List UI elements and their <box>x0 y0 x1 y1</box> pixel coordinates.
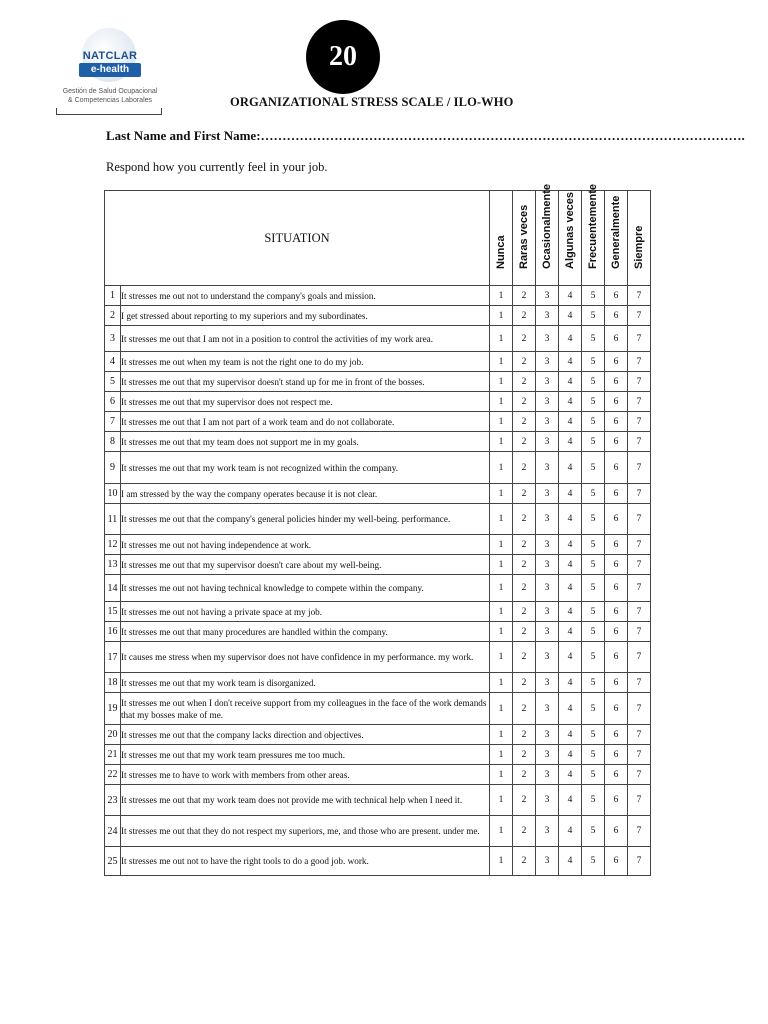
score-option[interactable]: 6 <box>605 326 628 352</box>
item-text: It stresses me out that my work team is disorganized. <box>121 673 490 693</box>
score-option[interactable]: 6 <box>605 673 628 693</box>
score-option[interactable]: 5 <box>582 622 605 642</box>
item-text: It stresses me out that many procedures are handled within the company. <box>121 622 490 642</box>
score-option[interactable]: 6 <box>605 392 628 412</box>
table-row <box>105 306 651 326</box>
score-option[interactable]: 1 <box>490 452 513 484</box>
scale-header-5 <box>582 184 605 286</box>
item-text: It stresses me out not having independence at work. <box>121 535 490 555</box>
score-option[interactable]: 2 <box>513 535 536 555</box>
scale-label: Generalmente <box>610 195 622 269</box>
score-option[interactable]: 1 <box>490 555 513 575</box>
item-text: It stresses me out not having technical knowledge to compete within the company. <box>121 575 490 602</box>
score-option[interactable]: 7 <box>628 602 651 622</box>
score-option[interactable]: 6 <box>605 286 628 306</box>
score-option[interactable]: 1 <box>490 816 513 847</box>
item-number: 5 <box>105 372 121 392</box>
score-option[interactable]: 2 <box>513 693 536 725</box>
score-option[interactable]: 3 <box>536 372 559 392</box>
item-text: It stresses me out that my supervisor doesn't care about my well-being. <box>121 555 490 575</box>
item-number: 3 <box>105 326 121 352</box>
score-option[interactable]: 5 <box>582 326 605 352</box>
score-option[interactable]: 3 <box>536 432 559 452</box>
score-option[interactable]: 2 <box>513 673 536 693</box>
score-option[interactable]: 4 <box>559 392 582 412</box>
score-option[interactable]: 5 <box>582 432 605 452</box>
score-option[interactable]: 5 <box>582 642 605 673</box>
score-option[interactable]: 4 <box>559 555 582 575</box>
score-option[interactable]: 6 <box>605 555 628 575</box>
item-text: It stresses me out not to understand the company's goals and mission. <box>121 286 490 306</box>
score-option[interactable]: 4 <box>559 847 582 876</box>
score-option[interactable]: 1 <box>490 535 513 555</box>
score-option[interactable]: 2 <box>513 555 536 575</box>
item-number: 4 <box>105 352 121 372</box>
score-option[interactable]: 1 <box>490 484 513 504</box>
score-option[interactable]: 5 <box>582 785 605 816</box>
scale-header-7 <box>628 191 651 286</box>
item-number: 23 <box>105 785 121 816</box>
table-row <box>105 352 651 372</box>
score-option[interactable]: 2 <box>513 504 536 535</box>
table-row <box>105 725 651 745</box>
situation-header: SITUATION <box>105 191 490 286</box>
score-option[interactable]: 6 <box>605 504 628 535</box>
score-option[interactable]: 2 <box>513 816 536 847</box>
score-option[interactable]: 5 <box>582 555 605 575</box>
item-text: It stresses me out that my work team does not provide me with technical help when I need it. <box>121 785 490 816</box>
page-title: ORGANIZATIONAL STRESS SCALE / ILO-WHO <box>230 95 514 109</box>
item-number: 16 <box>105 622 121 642</box>
scale-label: Algunas veces <box>564 191 576 269</box>
score-option[interactable]: 5 <box>582 816 605 847</box>
score-option[interactable]: 3 <box>536 484 559 504</box>
score-option[interactable]: 6 <box>605 535 628 555</box>
table-row <box>105 452 651 484</box>
score-option[interactable]: 6 <box>605 847 628 876</box>
item-number: 10 <box>105 484 121 504</box>
item-text: It causes me stress when my supervisor does not have confidence in my performance. my work. <box>121 642 490 673</box>
stress-scale-table <box>104 184 651 876</box>
score-option[interactable]: 3 <box>536 286 559 306</box>
name-field-label[interactable]: Last Name and First Name:…………………………………………………………………………………………………. <box>106 128 745 143</box>
score-option[interactable]: 6 <box>605 575 628 602</box>
item-number: 15 <box>105 602 121 622</box>
score-option[interactable]: 7 <box>628 504 651 535</box>
score-option[interactable]: 5 <box>582 412 605 432</box>
score-option[interactable]: 7 <box>628 765 651 785</box>
score-option[interactable]: 3 <box>536 535 559 555</box>
item-number: 8 <box>105 432 121 452</box>
score-option[interactable]: 2 <box>513 765 536 785</box>
logo-product-text: e-health <box>79 63 141 77</box>
score-option[interactable]: 3 <box>536 306 559 326</box>
score-option[interactable]: 2 <box>513 785 536 816</box>
score-option[interactable]: 7 <box>628 535 651 555</box>
score-option[interactable]: 5 <box>582 847 605 876</box>
score-option[interactable]: 3 <box>536 847 559 876</box>
item-number: 9 <box>105 452 121 484</box>
table-row <box>105 326 651 352</box>
table-row <box>105 535 651 555</box>
score-option[interactable]: 2 <box>513 432 536 452</box>
item-number: 7 <box>105 412 121 432</box>
score-option[interactable]: 3 <box>536 673 559 693</box>
instructions: Respond how you currently feel in your job. <box>106 160 328 174</box>
score-option[interactable]: 6 <box>605 642 628 673</box>
score-option[interactable]: 7 <box>628 484 651 504</box>
table-row <box>105 504 651 535</box>
scale-label: Ocasionalmente <box>541 184 553 269</box>
score-option[interactable]: 3 <box>536 352 559 372</box>
score-option[interactable]: 1 <box>490 575 513 602</box>
logo-tagline-2: & Competencias Laborales <box>67 97 153 104</box>
score-option[interactable]: 7 <box>628 575 651 602</box>
scale-label: Nunca <box>495 235 507 269</box>
logo-bracket <box>56 108 162 115</box>
score-option[interactable]: 7 <box>628 372 651 392</box>
scale-label: Siempre <box>633 225 645 269</box>
score-option[interactable]: 3 <box>536 326 559 352</box>
score-option[interactable]: 5 <box>582 745 605 765</box>
table-row <box>105 372 651 392</box>
item-text: It stresses me out when my team is not the right one to do my job. <box>121 352 490 372</box>
logo-tagline-1: Gestión de Salud Ocupacional <box>62 88 158 95</box>
score-option[interactable]: 5 <box>582 372 605 392</box>
item-number: 6 <box>105 392 121 412</box>
score-option[interactable]: 1 <box>490 602 513 622</box>
score-option[interactable]: 2 <box>513 725 536 745</box>
score-option[interactable]: 4 <box>559 622 582 642</box>
item-text: It stresses me out that my work team is not recognized within the company. <box>121 452 490 484</box>
score-option[interactable]: 7 <box>628 816 651 847</box>
score-option[interactable]: 4 <box>559 602 582 622</box>
item-text: It stresses me out not to have the right tools to do a good job. work. <box>121 847 490 876</box>
item-number: 13 <box>105 555 121 575</box>
score-option[interactable]: 4 <box>559 306 582 326</box>
score-option[interactable]: 2 <box>513 306 536 326</box>
score-option[interactable]: 4 <box>559 785 582 816</box>
scale-header-4 <box>559 191 582 286</box>
item-text: I am stressed by the way the company operates because it is not clear. <box>121 484 490 504</box>
company-logo <box>56 28 160 114</box>
score-option[interactable]: 3 <box>536 642 559 673</box>
score-option[interactable]: 4 <box>559 372 582 392</box>
item-text: It stresses me out that my supervisor does not respect me. <box>121 392 490 412</box>
score-option[interactable]: 3 <box>536 622 559 642</box>
score-option[interactable]: 2 <box>513 286 536 306</box>
score-option[interactable]: 7 <box>628 352 651 372</box>
score-option[interactable]: 3 <box>536 745 559 765</box>
score-option[interactable]: 7 <box>628 452 651 484</box>
score-option[interactable]: 5 <box>582 693 605 725</box>
score-option[interactable]: 4 <box>559 352 582 372</box>
table-row <box>105 785 651 816</box>
score-option[interactable]: 1 <box>490 725 513 745</box>
score-option[interactable]: 4 <box>559 412 582 432</box>
item-number: 20 <box>105 725 121 745</box>
score-option[interactable]: 6 <box>605 372 628 392</box>
score-option[interactable]: 3 <box>536 392 559 412</box>
score-option[interactable]: 6 <box>605 412 628 432</box>
score-option[interactable]: 1 <box>490 432 513 452</box>
score-option[interactable]: 5 <box>582 765 605 785</box>
table-row <box>105 286 651 306</box>
item-number: 24 <box>105 816 121 847</box>
item-text: I get stressed about reporting to my superiors and my subordinates. <box>121 306 490 326</box>
score-option[interactable]: 6 <box>605 725 628 745</box>
item-number: 12 <box>105 535 121 555</box>
score-option[interactable]: 1 <box>490 622 513 642</box>
score-option[interactable]: 6 <box>605 745 628 765</box>
score-option[interactable]: 3 <box>536 602 559 622</box>
scale-label: Raras veces <box>518 204 530 269</box>
score-option[interactable]: 4 <box>559 452 582 484</box>
score-option[interactable]: 5 <box>582 484 605 504</box>
item-number: 21 <box>105 745 121 765</box>
score-option[interactable]: 7 <box>628 432 651 452</box>
score-option[interactable]: 5 <box>582 725 605 745</box>
table-body <box>105 286 651 876</box>
score-option[interactable]: 5 <box>582 306 605 326</box>
score-option[interactable]: 7 <box>628 693 651 725</box>
item-number: 19 <box>105 693 121 725</box>
score-option[interactable]: 6 <box>605 484 628 504</box>
table-row <box>105 432 651 452</box>
form-number-badge: 20 <box>306 20 380 94</box>
scale-header-1 <box>490 191 513 286</box>
score-option[interactable]: 4 <box>559 673 582 693</box>
table-row <box>105 412 651 432</box>
score-option[interactable]: 6 <box>605 785 628 816</box>
score-option[interactable]: 6 <box>605 765 628 785</box>
scale-header-6 <box>605 191 628 286</box>
score-option[interactable]: 4 <box>559 816 582 847</box>
table-row <box>105 693 651 725</box>
score-option[interactable]: 2 <box>513 602 536 622</box>
score-option[interactable]: 2 <box>513 452 536 484</box>
score-option[interactable]: 7 <box>628 847 651 876</box>
score-option[interactable]: 1 <box>490 673 513 693</box>
score-option[interactable]: 4 <box>559 745 582 765</box>
score-option[interactable]: 2 <box>513 745 536 765</box>
score-option[interactable]: 2 <box>513 392 536 412</box>
score-option[interactable]: 1 <box>490 326 513 352</box>
score-option[interactable]: 3 <box>536 693 559 725</box>
item-number: 22 <box>105 765 121 785</box>
item-text: It stresses me out that the company lacks direction and objectives. <box>121 725 490 745</box>
score-option[interactable]: 3 <box>536 725 559 745</box>
score-option[interactable]: 1 <box>490 372 513 392</box>
table-row <box>105 642 651 673</box>
score-option[interactable]: 5 <box>582 602 605 622</box>
score-option[interactable]: 5 <box>582 352 605 372</box>
logo-brand-text: NATCLAR <box>82 50 138 62</box>
item-text: It stresses me out that they do not respect my superiors, me, and those who are present. under me. <box>121 816 490 847</box>
score-option[interactable]: 4 <box>559 484 582 504</box>
item-text: It stresses me out that I am not in a position to control the activities of my work area. <box>121 326 490 352</box>
score-option[interactable]: 1 <box>490 785 513 816</box>
table-row <box>105 575 651 602</box>
score-option[interactable]: 2 <box>513 484 536 504</box>
table-header-row <box>105 191 651 286</box>
score-option[interactable]: 1 <box>490 765 513 785</box>
score-option[interactable]: 6 <box>605 452 628 484</box>
score-option[interactable]: 5 <box>582 575 605 602</box>
item-number: 18 <box>105 673 121 693</box>
score-option[interactable]: 7 <box>628 673 651 693</box>
score-option[interactable]: 5 <box>582 452 605 484</box>
item-number: 1 <box>105 286 121 306</box>
score-option[interactable]: 6 <box>605 602 628 622</box>
score-option[interactable]: 3 <box>536 555 559 575</box>
score-option[interactable]: 4 <box>559 765 582 785</box>
item-number: 11 <box>105 504 121 535</box>
score-option[interactable]: 1 <box>490 412 513 432</box>
score-option[interactable]: 5 <box>582 392 605 412</box>
score-option[interactable]: 2 <box>513 642 536 673</box>
score-option[interactable]: 1 <box>490 847 513 876</box>
scale-header-2 <box>513 191 536 286</box>
score-option[interactable]: 7 <box>628 306 651 326</box>
item-text: It stresses me to have to work with members from other areas. <box>121 765 490 785</box>
item-text: It stresses me out that my work team pressures me too much. <box>121 745 490 765</box>
score-option[interactable]: 6 <box>605 622 628 642</box>
score-option[interactable]: 6 <box>605 352 628 372</box>
score-option[interactable]: 4 <box>559 504 582 535</box>
score-option[interactable]: 7 <box>628 642 651 673</box>
item-number: 25 <box>105 847 121 876</box>
score-option[interactable]: 5 <box>582 535 605 555</box>
score-option[interactable]: 1 <box>490 504 513 535</box>
table-row <box>105 816 651 847</box>
score-option[interactable]: 3 <box>536 452 559 484</box>
table-row <box>105 847 651 876</box>
score-option[interactable]: 5 <box>582 286 605 306</box>
table-row <box>105 765 651 785</box>
score-option[interactable]: 7 <box>628 785 651 816</box>
score-option[interactable]: 2 <box>513 326 536 352</box>
score-option[interactable]: 3 <box>536 504 559 535</box>
score-option[interactable]: 3 <box>536 785 559 816</box>
score-option[interactable]: 1 <box>490 745 513 765</box>
score-option[interactable]: 1 <box>490 286 513 306</box>
score-option[interactable]: 3 <box>536 765 559 785</box>
score-option[interactable]: 7 <box>628 392 651 412</box>
score-option[interactable]: 4 <box>559 725 582 745</box>
score-option[interactable]: 4 <box>559 575 582 602</box>
score-option[interactable]: 7 <box>628 622 651 642</box>
table-row <box>105 745 651 765</box>
item-text: It stresses me out that the company's general policies hinder my well-being. performance. <box>121 504 490 535</box>
score-option[interactable]: 7 <box>628 745 651 765</box>
table-row <box>105 392 651 412</box>
item-text: It stresses me out not having a private space at my job. <box>121 602 490 622</box>
score-option[interactable]: 1 <box>490 306 513 326</box>
table-row <box>105 484 651 504</box>
score-option[interactable]: 4 <box>559 326 582 352</box>
score-option[interactable]: 4 <box>559 535 582 555</box>
score-option[interactable]: 7 <box>628 286 651 306</box>
score-option[interactable]: 4 <box>559 286 582 306</box>
item-number: 17 <box>105 642 121 673</box>
item-number: 2 <box>105 306 121 326</box>
score-option[interactable]: 4 <box>559 693 582 725</box>
score-option[interactable]: 1 <box>490 642 513 673</box>
score-option[interactable]: 6 <box>605 432 628 452</box>
item-text: It stresses me out that my team does not support me in my goals. <box>121 432 490 452</box>
table-row <box>105 602 651 622</box>
score-option[interactable]: 1 <box>490 392 513 412</box>
item-text: It stresses me out that my supervisor doesn't stand up for me in front of the bosses. <box>121 372 490 392</box>
score-option[interactable]: 1 <box>490 352 513 372</box>
score-option[interactable]: 7 <box>628 725 651 745</box>
item-text: It stresses me out when I don't receive support from my colleagues in the face of the work demands that my bosses make of me. <box>121 693 490 725</box>
score-option[interactable]: 3 <box>536 412 559 432</box>
item-number: 14 <box>105 575 121 602</box>
score-option[interactable]: 6 <box>605 816 628 847</box>
score-option[interactable]: 5 <box>582 504 605 535</box>
score-option[interactable]: 2 <box>513 412 536 432</box>
score-option[interactable]: 1 <box>490 693 513 725</box>
table-row <box>105 555 651 575</box>
score-option[interactable]: 4 <box>559 432 582 452</box>
score-option[interactable]: 7 <box>628 326 651 352</box>
score-option[interactable]: 3 <box>536 816 559 847</box>
score-option[interactable]: 2 <box>513 847 536 876</box>
score-option[interactable]: 2 <box>513 372 536 392</box>
score-option[interactable]: 4 <box>559 642 582 673</box>
score-option[interactable]: 7 <box>628 555 651 575</box>
score-option[interactable]: 2 <box>513 352 536 372</box>
score-option[interactable]: 6 <box>605 693 628 725</box>
score-option[interactable]: 3 <box>536 575 559 602</box>
table-row <box>105 673 651 693</box>
item-text: It stresses me out that I am not part of a work team and do not collaborate. <box>121 412 490 432</box>
score-option[interactable]: 5 <box>582 673 605 693</box>
score-option[interactable]: 2 <box>513 622 536 642</box>
score-option[interactable]: 7 <box>628 412 651 432</box>
table-row <box>105 622 651 642</box>
score-option[interactable]: 2 <box>513 575 536 602</box>
scale-label: Frecuentemente <box>587 184 599 269</box>
score-option[interactable]: 6 <box>605 306 628 326</box>
scale-header-3 <box>536 184 559 286</box>
